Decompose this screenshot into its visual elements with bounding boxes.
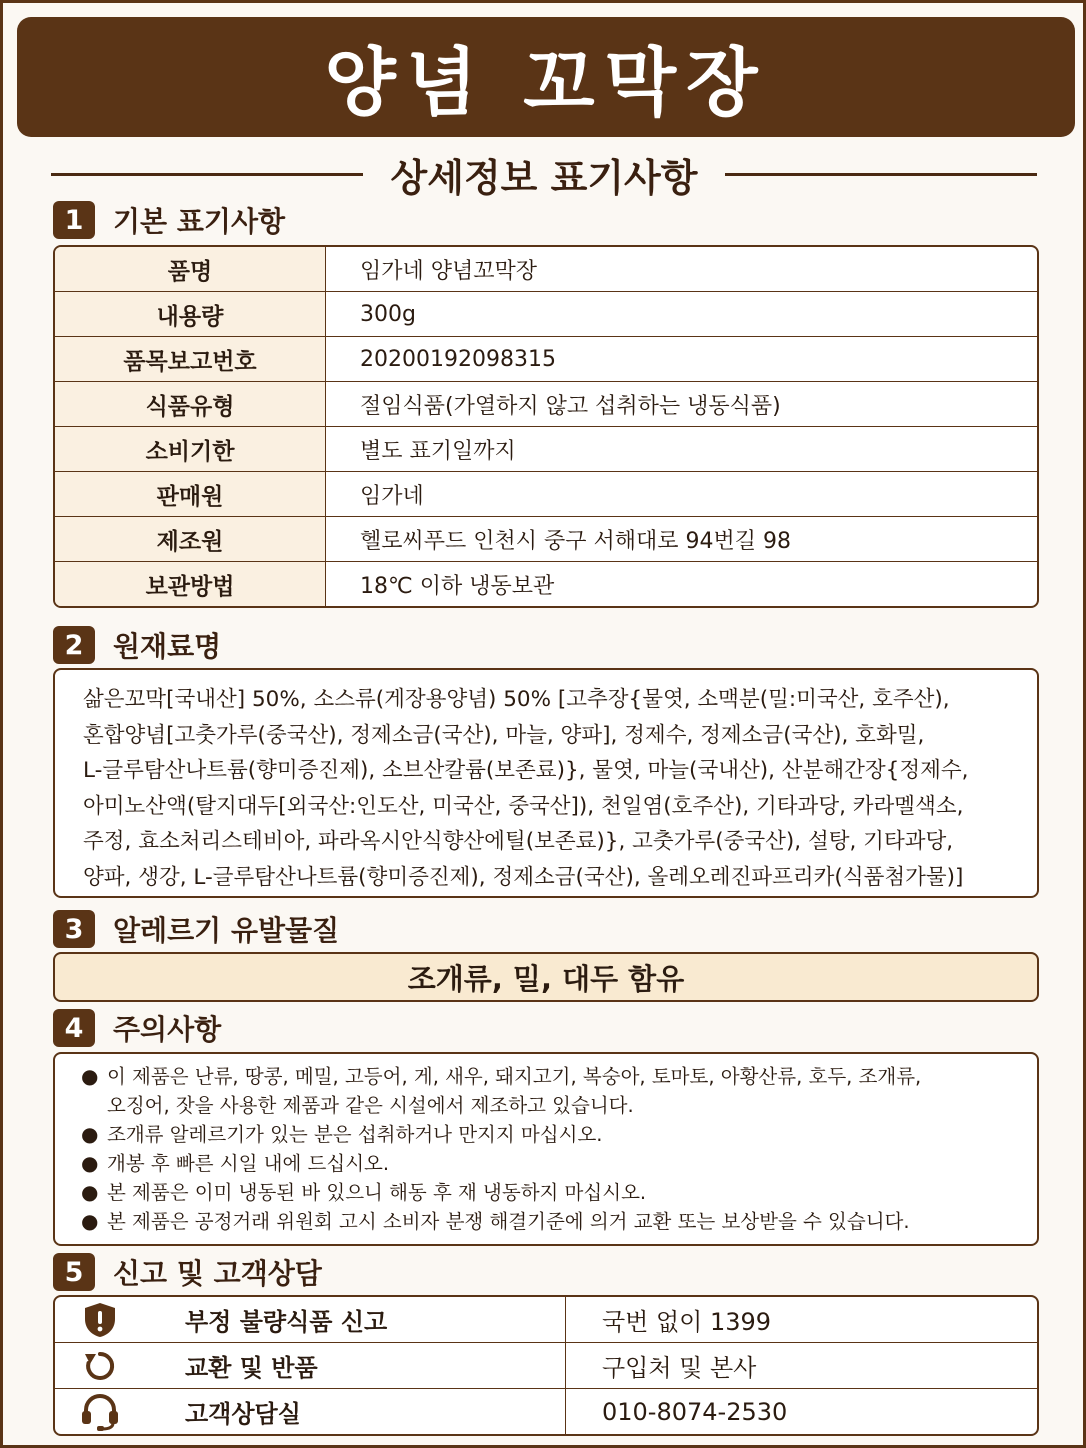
- caution-text: 조개류 알레르기가 있는 분은 섭취하거나 만지지 마십시오.: [107, 1123, 603, 1146]
- bullet-icon: [81, 1091, 107, 1120]
- ingredient-line: L-글루탐산나트륨(향미증진제), 소브산칼륨(보존료)}, 물엿, 마늘(국내산), 산분해간장{정제수,: [83, 758, 969, 783]
- info-row: [55, 292, 1037, 337]
- info-value: 절임식품(가열하지 않고 섭취하는 냉동식품): [326, 382, 1038, 427]
- info-key: 내용량: [55, 292, 326, 337]
- allergy-box: 조개류, 밀, 대두 함유: [53, 952, 1039, 1002]
- caution-item: [81, 1149, 1013, 1178]
- contact-value: 국번 없이 1399: [566, 1297, 1038, 1343]
- bullet-icon: ●: [81, 1064, 99, 1088]
- info-row: [55, 562, 1037, 607]
- info-row: [55, 337, 1037, 382]
- product-title: 양념 꼬막장: [324, 40, 768, 126]
- info-key: 품명: [55, 247, 326, 292]
- contact-label: 고객상담실: [145, 1389, 566, 1435]
- section-number: 4: [53, 1009, 95, 1047]
- info-row: [55, 517, 1037, 562]
- ingredient-line: 혼합양념[고춧가루(중국산), 정제소금(국산), 마늘, 양파], 정제수, 정제소금(국산), 호화밀,: [83, 722, 925, 748]
- section-header-ingredients: [53, 625, 221, 665]
- section-number: 1: [53, 201, 95, 239]
- subtitle-row: [51, 149, 1037, 199]
- section-number: 3: [53, 910, 95, 948]
- info-value: 18℃ 이하 냉동보관: [360, 573, 555, 599]
- info-row: [55, 427, 1037, 472]
- info-row: [55, 382, 1037, 427]
- info-key: 판매원: [55, 472, 326, 517]
- caution-item: [81, 1120, 1013, 1149]
- info-key: 식품유형: [55, 382, 326, 427]
- contact-label: 부정 불량식품 신고: [145, 1297, 566, 1343]
- section-number: 5: [53, 1253, 95, 1291]
- ingredient-line: 주정, 효소처리스테비아, 파라옥시안식향산에틸(보존료)}, 고춧가루(중국산), 설탕, 기타과당,: [83, 829, 954, 854]
- bullet-icon: ●: [81, 1151, 99, 1175]
- section-title: 신고 및 고객상담: [113, 1257, 322, 1290]
- bullet-icon: ●: [81, 1122, 99, 1146]
- ingredients-box: [53, 668, 1039, 898]
- caution-text: 이 제품은 난류, 땅콩, 메밀, 고등어, 게, 새우, 돼지고기, 복숭아, 토마토, 아황산류, 호두, 조개류,: [107, 1065, 922, 1088]
- info-key: 소비기한: [55, 427, 326, 472]
- info-value: 20200192098315: [326, 337, 1038, 382]
- headset-icon: [55, 1389, 145, 1435]
- info-row: [55, 472, 1037, 517]
- contact-row: [55, 1389, 1037, 1435]
- info-value: 별도 표기일까지: [326, 427, 1038, 472]
- bullet-icon: ●: [81, 1209, 99, 1233]
- section-header-allergy: [53, 909, 339, 949]
- section-header-contact: [53, 1252, 322, 1292]
- title-banner: [17, 17, 1075, 137]
- contact-table: [53, 1295, 1039, 1436]
- caution-item: [81, 1062, 1013, 1091]
- info-value: 헬로씨푸드 인천시 중구 서해대로 94번길 98: [326, 517, 1038, 562]
- basic-info-table: [53, 245, 1039, 608]
- subtitle: 상세정보 표기사항: [390, 155, 698, 200]
- contact-value: 구입처 및 본사: [566, 1343, 1038, 1389]
- divider-left: [51, 173, 363, 176]
- section-number: 2: [53, 626, 95, 664]
- info-key: 보관방법: [55, 562, 326, 607]
- caution-item: [81, 1207, 1013, 1236]
- caution-text: 오징어, 잣을 사용한 제품과 같은 시설에서 제조하고 있습니다.: [107, 1094, 634, 1117]
- caution-item: [81, 1178, 1013, 1207]
- contact-value: 010-8074-2530: [602, 1397, 788, 1426]
- bullet-icon: ●: [81, 1180, 99, 1204]
- info-value: 임가네: [326, 472, 1038, 517]
- contact-label: 교환 및 반품: [145, 1343, 566, 1389]
- contact-row: [55, 1343, 1037, 1389]
- contact-row: [55, 1297, 1037, 1343]
- refresh-icon: [55, 1343, 145, 1389]
- section-title: 주의사항: [113, 1013, 222, 1046]
- caution-text: 개봉 후 빠른 시일 내에 드십시오.: [107, 1152, 390, 1175]
- caution-item: [81, 1091, 1013, 1120]
- info-value: 300g: [326, 292, 1038, 337]
- divider-right: [725, 173, 1037, 176]
- info-key: 품목보고번호: [55, 337, 326, 382]
- shield-alert-icon: [55, 1297, 145, 1343]
- section-header-caution: [53, 1008, 221, 1048]
- caution-text: 본 제품은 공정거래 위원회 고시 소비자 분쟁 해결기준에 의거 교환 또는 보상받을 수 있습니다.: [107, 1210, 910, 1233]
- caution-box: [53, 1052, 1039, 1246]
- ingredient-line: 삶은꼬막[국내산] 50%, 소스류(게장용양념) 50% [고추장{물엿, 소맥분(밀:미국산, 호주산),: [83, 687, 950, 712]
- section-title: 알레르기 유발물질: [113, 914, 340, 947]
- info-value: 임가네 양념꼬막장: [326, 247, 1038, 292]
- info-key: 제조원: [55, 517, 326, 562]
- section-header-basic: [53, 200, 285, 240]
- caution-text: 본 제품은 이미 냉동된 바 있으니 해동 후 재 냉동하지 마십시오.: [107, 1181, 647, 1204]
- section-title: 원재료명: [113, 630, 222, 663]
- ingredient-line: 아미노산액(탈지대두[외국산:인도산, 미국산, 중국산]), 천일염(호주산), 기타과당, 카라멜색소,: [83, 793, 964, 819]
- info-row: [55, 247, 1037, 292]
- section-title: 기본 표기사항: [113, 205, 286, 238]
- ingredient-line: 양파, 생강, L-글루탐산나트륨(향미증진제), 정제소금(국산), 올레오레진파프리카(식품첨가물)]: [83, 864, 964, 890]
